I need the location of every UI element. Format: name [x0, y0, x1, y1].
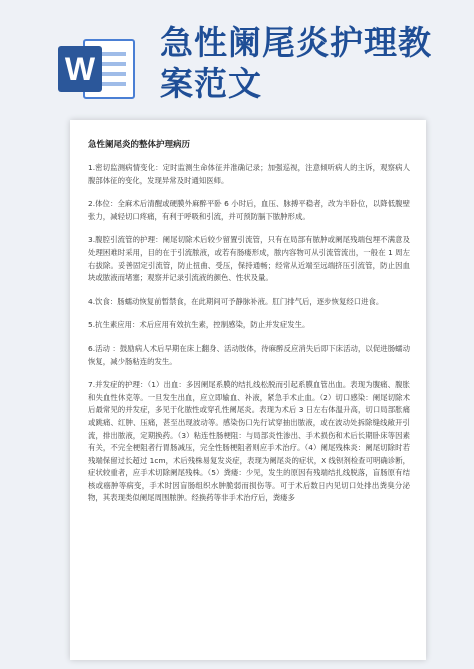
page-title [160, 22, 460, 104]
paragraph-3: 3.腹腔引流管的护理：阑尾切除术后较少留置引流管，只有在局部有脓肿或阑尾残端包埋不满意及处理困难时采用，目的在于引流脓液，或若有肠瘘形成，脓内容物可从引流管流出，一般在 1 周左右拔除。妥善固定引流管，防止扭曲、受压，保持通畅；经常从近端至远端挤压引流管，防止因血块或脓液而堵塞；观察并记录引流液的颜色、性状及量。 [88, 235, 410, 283]
paragraph-7: 7.并发症的护理：（1）出血：多因阑尾系膜的结扎线松脱而引起系膜血管出血。表现为腹痛、腹胀和失血性休克等。一旦发生出血，应立即输血、补液，紧急手术止血。（2）切口感染：阑尾切除术后最常见的并发症，多见于化脓性或穿孔性阑尾炎。表现为术后 3 日左右体温升高，切口局部胀痛或跳痛、红肿、压痛，甚至出现波动等。感染伤口先行试穿抽出脓液，或在波动处拆除缝线敞开引流，排出脓液，定期换药。（3）粘连性肠梗阻：与局部炎性渗出、手术损伤和术后长期卧床等因素有关，不完全梗阻者行胃肠减压，完全性肠梗阻者则应手术治疗。（4）阑尾残株炎：阑尾切除时若残端保留过长超过 1cm，术后残株易复发炎症，表现为阑尾炎的症状，X 线钡剂检查可明确诊断，症状较重者，应手术切除阑尾残株。（5）粪瘘：少见，发生的原因有残端结扎线脱落，盲肠原有结核或癌肿等病变，手术时因盲肠组织水肿脆弱而损伤等。可于术后数日内见切口处排出粪臭分泌物，其表现类似阑尾周围脓肿。经换药等非手术治疗后，粪瘘多 [88, 380, 410, 503]
word-logo-letter: W [64, 51, 96, 87]
paragraph-6: 6.活动 ：鼓励病人术后早期在床上翻身、活动肢体，待麻醉反应消失后即下床活动，以促进肠蠕动恢复，减少肠粘连的发生。 [88, 343, 410, 366]
paragraph-4: 4.饮食：肠蠕动恢复前暂禁食，在此期间可予静脉补液。肛门排气后，逐步恢复经口进食。 [88, 296, 384, 306]
page-title-line-1: 急性阑尾炎护理教 [160, 23, 432, 62]
word-document-icon [58, 38, 136, 100]
paragraph-2: 2.体位：全麻术后清醒或硬膜外麻醉平卧 6 小时后，血压、脉搏平稳者，改为半卧位，以降低腹壁张力，减轻切口疼痛，有利于呼吸和引流，并可预防膈下脓肿形成。 [88, 199, 410, 221]
page-title-line-2: 案范文 [160, 64, 262, 103]
paragraph-5: 5.抗生素应用：术后应用有效抗生素，控制感染，防止并发症发生。 [88, 320, 310, 330]
header [0, 0, 474, 110]
document-heading: 急性阑尾炎的整体护理病历 [88, 140, 191, 150]
document-page [70, 120, 426, 660]
paragraph-1: 1.密切监测病情变化：定时监测生命体征并准确记录；加强巡视，注意倾听病人的主诉，观察病人腹部体征的变化，发现异常及时通知医师。 [88, 163, 410, 185]
